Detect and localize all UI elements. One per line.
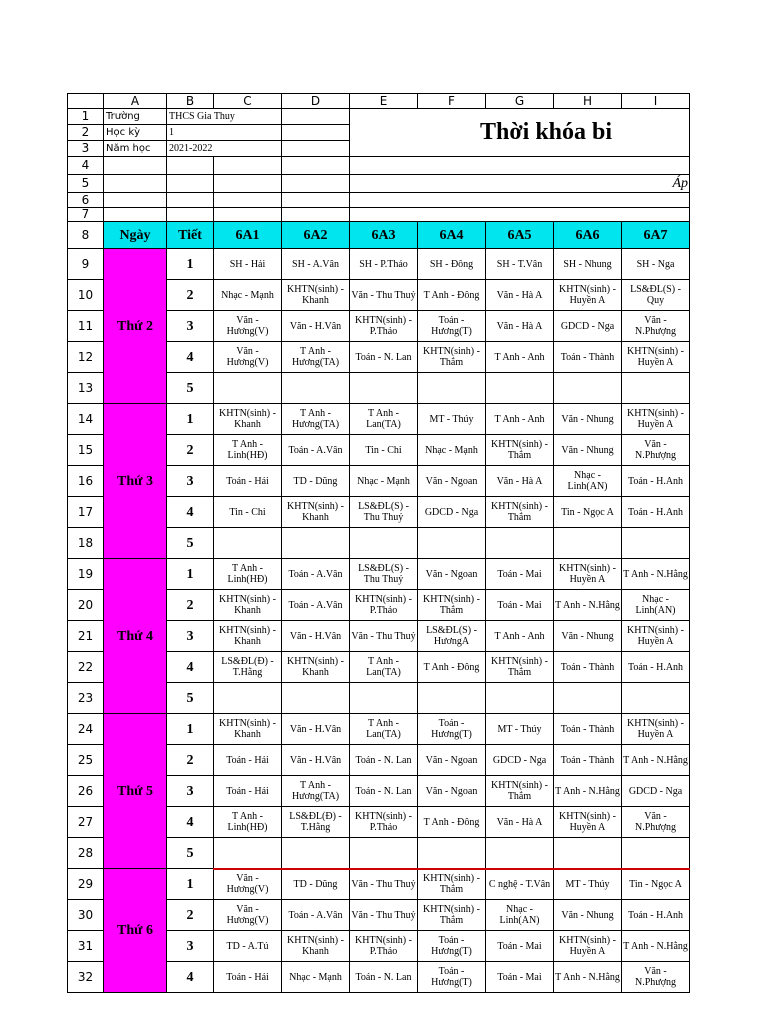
lesson-cell[interactable]: MT - Thúy xyxy=(554,869,622,900)
lesson-cell[interactable] xyxy=(418,683,486,714)
lesson-cell[interactable]: Văn - N.Phượng xyxy=(622,435,690,466)
cell[interactable] xyxy=(282,208,350,222)
lesson-cell[interactable]: KHTN(sinh) - P.Thảo xyxy=(350,807,418,838)
row-number[interactable]: 3 xyxy=(68,141,104,157)
table-header-row xyxy=(68,222,690,249)
lesson-cell[interactable]: Toán - A.Vân xyxy=(282,559,350,590)
lesson-cell[interactable]: Văn - Thu Thuỷ xyxy=(350,280,418,311)
cell[interactable] xyxy=(282,125,350,141)
lesson-cell[interactable]: LS&ĐL(S) - Quy xyxy=(622,280,690,311)
lesson-cell[interactable]: KHTN(sinh) - P.Thảo xyxy=(350,931,418,962)
lesson-cell[interactable]: Toán - Mai xyxy=(486,559,554,590)
row-number[interactable]: 16 xyxy=(68,466,104,497)
lesson-cell[interactable]: Văn - Nhung xyxy=(554,621,622,652)
class-header[interactable]: 6A4 xyxy=(418,222,486,249)
lesson-cell[interactable]: Nhạc - Linh(AN) xyxy=(622,590,690,621)
lesson-cell[interactable]: KHTN(sinh) - Huyền A xyxy=(554,280,622,311)
period-number[interactable]: 5 xyxy=(167,683,214,714)
lesson-cell[interactable]: Văn - Hương(V) xyxy=(214,311,282,342)
lesson-cell[interactable]: MT - Thúy xyxy=(418,404,486,435)
period-number[interactable]: 2 xyxy=(167,590,214,621)
cell[interactable] xyxy=(350,157,690,175)
lesson-cell[interactable]: Văn - N.Phượng xyxy=(622,807,690,838)
lesson-cell[interactable]: Văn - Hà A xyxy=(486,311,554,342)
row-number[interactable]: 24 xyxy=(68,714,104,745)
sheet-row xyxy=(68,175,690,193)
period-number[interactable]: 3 xyxy=(167,776,214,807)
lesson-cell[interactable]: KHTN(sinh) - Huyền A xyxy=(554,931,622,962)
lesson-cell[interactable]: KHTN(sinh) - P.Thảo xyxy=(350,590,418,621)
sheet-row xyxy=(68,193,690,208)
lesson-cell[interactable]: TD - Dũng xyxy=(282,869,350,900)
cell[interactable] xyxy=(350,193,690,208)
lesson-cell[interactable]: Toán - H.Anh xyxy=(622,900,690,931)
lesson-cell[interactable]: Toán - Hương(T) xyxy=(418,931,486,962)
lesson-cell[interactable]: SH - A.Vân xyxy=(282,249,350,280)
lesson-cell[interactable]: Toán - A.Vân xyxy=(282,590,350,621)
lesson-cell[interactable]: C nghệ - T.Vân xyxy=(486,869,554,900)
class-header[interactable]: 6A1 xyxy=(214,222,282,249)
lesson-cell[interactable]: T Anh - Đông xyxy=(418,280,486,311)
lesson-cell[interactable]: KHTN(sinh) - Thắm xyxy=(486,652,554,683)
lesson-cell[interactable]: SH - Nga xyxy=(622,249,690,280)
lesson-cell[interactable]: Toán - N. Lan xyxy=(350,342,418,373)
cell[interactable] xyxy=(214,193,282,208)
row-number[interactable]: 28 xyxy=(68,838,104,869)
lesson-cell[interactable] xyxy=(282,373,350,404)
lesson-cell[interactable]: Văn - Hà A xyxy=(486,807,554,838)
lesson-cell[interactable]: T Anh - Hương(TA) xyxy=(282,404,350,435)
cell[interactable] xyxy=(167,208,214,222)
lesson-cell[interactable]: Văn - Nhung xyxy=(554,435,622,466)
lesson-cell[interactable]: T Anh - N.Hằng xyxy=(554,962,622,993)
lesson-cell[interactable] xyxy=(350,838,418,869)
lesson-cell[interactable]: Nhạc - Mạnh xyxy=(214,280,282,311)
period-number[interactable]: 1 xyxy=(167,714,214,745)
sheet-row xyxy=(68,109,690,125)
lesson-cell[interactable]: KHTN(sinh) - Thắm xyxy=(418,869,486,900)
lesson-cell[interactable]: KHTN(sinh) - Khanh xyxy=(214,621,282,652)
lesson-cell[interactable]: T Anh - Linh(HĐ) xyxy=(214,559,282,590)
lesson-cell[interactable]: Văn - Hương(V) xyxy=(214,869,282,900)
schedule-row xyxy=(68,249,690,280)
cell[interactable] xyxy=(282,141,350,157)
lesson-cell[interactable] xyxy=(622,838,690,869)
timetable-spreadsheet xyxy=(67,93,690,993)
lesson-cell[interactable]: Toán - Hải xyxy=(214,466,282,497)
lesson-cell[interactable]: T Anh - Linh(HĐ) xyxy=(214,807,282,838)
row-number[interactable]: 14 xyxy=(68,404,104,435)
lesson-cell[interactable]: KHTN(sinh) - Thắm xyxy=(418,590,486,621)
lesson-cell[interactable] xyxy=(486,683,554,714)
lesson-cell[interactable]: TD - Dũng xyxy=(282,466,350,497)
row-number[interactable]: 18 xyxy=(68,528,104,559)
lesson-cell[interactable]: Văn - H.Vân xyxy=(282,621,350,652)
period-number[interactable]: 2 xyxy=(167,745,214,776)
lesson-cell[interactable]: KHTN(sinh) - Huyền A xyxy=(622,714,690,745)
lesson-cell[interactable]: SH - Đông xyxy=(418,249,486,280)
lesson-cell[interactable] xyxy=(554,528,622,559)
lesson-cell[interactable] xyxy=(282,838,350,869)
sheet-title[interactable]: Thời khóa bi xyxy=(350,109,690,157)
lesson-cell[interactable]: T Anh - N.Hằng xyxy=(622,931,690,962)
lesson-cell[interactable]: Văn - H.Vân xyxy=(282,714,350,745)
lesson-cell[interactable]: KHTN(sinh) - Khanh xyxy=(282,652,350,683)
lesson-cell[interactable] xyxy=(214,683,282,714)
sheet-row xyxy=(68,208,690,222)
lesson-cell[interactable] xyxy=(622,373,690,404)
lesson-cell[interactable]: Toán - Mai xyxy=(486,962,554,993)
lesson-cell[interactable]: Nhạc - Mạnh xyxy=(350,466,418,497)
school-year-label[interactable]: Năm học xyxy=(104,141,167,157)
column-header[interactable]: A xyxy=(104,94,167,109)
lesson-cell[interactable]: TD - A.Tú xyxy=(214,931,282,962)
semester-label[interactable]: Học kỳ xyxy=(104,125,167,141)
lesson-cell[interactable]: Toán - Mai xyxy=(486,931,554,962)
row-number[interactable]: 17 xyxy=(68,497,104,528)
period-number[interactable]: 5 xyxy=(167,373,214,404)
row-number[interactable]: 7 xyxy=(68,208,104,222)
lesson-cell[interactable]: Toán - Hải xyxy=(214,776,282,807)
lesson-cell[interactable]: SH - Nhung xyxy=(554,249,622,280)
cell[interactable] xyxy=(167,157,214,175)
lesson-cell[interactable]: KHTN(sinh) - Khanh xyxy=(282,931,350,962)
lesson-cell[interactable]: Nhạc - Linh(AN) xyxy=(486,900,554,931)
lesson-cell[interactable]: Văn - Nhung xyxy=(554,900,622,931)
column-header[interactable]: E xyxy=(350,94,418,109)
lesson-cell[interactable]: GDCD - Nga xyxy=(486,745,554,776)
class-header[interactable]: 6A2 xyxy=(282,222,350,249)
schedule-row xyxy=(68,404,690,435)
lesson-cell[interactable]: T Anh - N.Hằng xyxy=(554,590,622,621)
row-number[interactable]: 11 xyxy=(68,311,104,342)
lesson-cell[interactable]: T Anh - Đông xyxy=(418,652,486,683)
lesson-cell[interactable]: Tin - Chi xyxy=(214,497,282,528)
lesson-cell[interactable]: Toán - Hương(T) xyxy=(418,311,486,342)
lesson-cell[interactable]: LS&ĐL(Đ) - T.Hằng xyxy=(214,652,282,683)
day-header[interactable]: Ngày xyxy=(104,222,167,249)
cell[interactable] xyxy=(350,208,690,222)
cell[interactable] xyxy=(104,175,167,193)
period-number[interactable]: 2 xyxy=(167,435,214,466)
lesson-cell[interactable]: KHTN(sinh) - Huyền A xyxy=(622,621,690,652)
lesson-cell[interactable]: Toán - H.Anh xyxy=(622,466,690,497)
lesson-cell[interactable]: Tin - Ngọc A xyxy=(622,869,690,900)
sheet-row xyxy=(68,157,690,175)
school-label[interactable]: Trường xyxy=(104,109,167,125)
class-header[interactable]: 6A6 xyxy=(554,222,622,249)
lesson-cell[interactable]: KHTN(sinh) - Thắm xyxy=(486,776,554,807)
cell[interactable] xyxy=(214,157,282,175)
period-number[interactable]: 1 xyxy=(167,559,214,590)
cell[interactable] xyxy=(104,157,167,175)
lesson-cell[interactable]: SH - Hải xyxy=(214,249,282,280)
class-header[interactable]: 6A7 xyxy=(622,222,690,249)
row-number[interactable]: 20 xyxy=(68,590,104,621)
lesson-cell[interactable]: T Anh - Lan(TA) xyxy=(350,714,418,745)
schedule-row xyxy=(68,714,690,745)
lesson-cell[interactable]: T Anh - Lan(TA) xyxy=(350,652,418,683)
lesson-cell[interactable]: LS&ĐL(S) - Thu Thuỷ xyxy=(350,559,418,590)
column-header[interactable]: F xyxy=(418,94,486,109)
class-header[interactable]: 6A3 xyxy=(350,222,418,249)
lesson-cell[interactable]: Toán - N. Lan xyxy=(350,776,418,807)
row-number[interactable]: 2 xyxy=(68,125,104,141)
lesson-cell[interactable]: KHTN(sinh) - Huyền A xyxy=(622,342,690,373)
lesson-cell[interactable]: LS&ĐL(S) - Thu Thuỷ xyxy=(350,497,418,528)
lesson-cell[interactable]: KHTN(sinh) - Thắm xyxy=(486,497,554,528)
lesson-cell[interactable]: Toán - Hải xyxy=(214,962,282,993)
lesson-cell[interactable]: Nhạc - Mạnh xyxy=(418,435,486,466)
lesson-cell[interactable]: LS&ĐL(Đ) - T.Hằng xyxy=(282,807,350,838)
day-cell[interactable]: Thứ 5 xyxy=(104,714,167,869)
lesson-cell[interactable] xyxy=(214,838,282,869)
row-number[interactable]: 31 xyxy=(68,931,104,962)
period-number[interactable]: 4 xyxy=(167,807,214,838)
lesson-cell[interactable]: Tin - Ngọc A xyxy=(554,497,622,528)
row-number[interactable]: 8 xyxy=(68,222,104,249)
period-number[interactable]: 1 xyxy=(167,404,214,435)
column-header[interactable]: D xyxy=(282,94,350,109)
lesson-cell[interactable]: KHTN(sinh) - Khanh xyxy=(282,280,350,311)
corner-cell[interactable] xyxy=(68,94,104,109)
lesson-cell[interactable]: GDCD - Nga xyxy=(622,776,690,807)
lesson-cell[interactable]: Toán - Thành xyxy=(554,714,622,745)
lesson-cell[interactable]: Toán - N. Lan xyxy=(350,962,418,993)
lesson-cell[interactable] xyxy=(486,528,554,559)
row-number[interactable]: 5 xyxy=(68,175,104,193)
day-cell[interactable]: Thứ 4 xyxy=(104,559,167,714)
lesson-cell[interactable] xyxy=(282,683,350,714)
lesson-cell[interactable] xyxy=(622,683,690,714)
row-number[interactable]: 25 xyxy=(68,745,104,776)
lesson-cell[interactable]: Văn - Thu Thuỷ xyxy=(350,869,418,900)
lesson-cell[interactable]: GDCD - Nga xyxy=(554,311,622,342)
lesson-cell[interactable]: Toán - Thành xyxy=(554,652,622,683)
lesson-cell[interactable]: MT - Thúy xyxy=(486,714,554,745)
cell[interactable] xyxy=(282,109,350,125)
period-number[interactable]: 3 xyxy=(167,931,214,962)
lesson-cell[interactable]: T Anh - N.Hằng xyxy=(622,559,690,590)
lesson-cell[interactable]: Văn - H.Vân xyxy=(282,745,350,776)
lesson-cell[interactable]: Văn - Ngoan xyxy=(418,559,486,590)
lesson-cell[interactable] xyxy=(350,683,418,714)
lesson-cell[interactable]: T Anh - Linh(HĐ) xyxy=(214,435,282,466)
school-year-value[interactable]: 2021-2022 xyxy=(167,141,282,157)
period-number[interactable]: 3 xyxy=(167,621,214,652)
lesson-cell[interactable]: Toán - H.Anh xyxy=(622,497,690,528)
lesson-cell[interactable]: T Anh - Anh xyxy=(486,404,554,435)
cell[interactable] xyxy=(167,175,214,193)
lesson-cell[interactable]: Văn - Ngoan xyxy=(418,776,486,807)
row-number[interactable]: 30 xyxy=(68,900,104,931)
lesson-cell[interactable]: Toán - N. Lan xyxy=(350,745,418,776)
cell[interactable] xyxy=(214,175,282,193)
lesson-cell[interactable]: KHTN(sinh) - Khanh xyxy=(214,714,282,745)
lesson-cell[interactable] xyxy=(554,683,622,714)
row-number[interactable]: 13 xyxy=(68,373,104,404)
lesson-cell[interactable]: T Anh - N.Hằng xyxy=(622,745,690,776)
row-number[interactable]: 21 xyxy=(68,621,104,652)
lesson-cell[interactable] xyxy=(554,838,622,869)
cell[interactable] xyxy=(104,193,167,208)
lesson-cell[interactable]: T Anh - Đông xyxy=(418,807,486,838)
lesson-cell[interactable]: Văn - Hương(V) xyxy=(214,900,282,931)
lesson-cell[interactable]: LS&ĐL(S) - HươngA xyxy=(418,621,486,652)
lesson-cell[interactable] xyxy=(418,528,486,559)
lesson-cell[interactable] xyxy=(622,528,690,559)
row-number[interactable]: 29 xyxy=(68,869,104,900)
row-number[interactable]: 12 xyxy=(68,342,104,373)
column-header-row xyxy=(68,94,690,109)
period-number[interactable]: 2 xyxy=(167,280,214,311)
row-number[interactable]: 4 xyxy=(68,157,104,175)
column-header[interactable]: B xyxy=(167,94,214,109)
class-header[interactable]: 6A5 xyxy=(486,222,554,249)
period-header[interactable]: Tiết xyxy=(167,222,214,249)
cell[interactable] xyxy=(104,208,167,222)
lesson-cell[interactable]: T Anh - Hương(TA) xyxy=(282,342,350,373)
lesson-cell[interactable]: T Anh - N.Hằng xyxy=(554,776,622,807)
period-number[interactable]: 5 xyxy=(167,838,214,869)
lesson-cell[interactable] xyxy=(282,528,350,559)
lesson-cell[interactable] xyxy=(214,373,282,404)
day-cell[interactable]: Thứ 3 xyxy=(104,404,167,559)
cell[interactable] xyxy=(214,208,282,222)
lesson-cell[interactable]: KHTN(sinh) - Huyền A xyxy=(622,404,690,435)
period-number[interactable]: 5 xyxy=(167,528,214,559)
lesson-cell[interactable]: Văn - Ngoan xyxy=(418,466,486,497)
lesson-cell[interactable]: T Anh - Lan(TA) xyxy=(350,404,418,435)
lesson-cell[interactable]: KHTN(sinh) - Huyền A xyxy=(554,807,622,838)
semester-value[interactable]: 1 xyxy=(167,125,282,141)
lesson-cell[interactable] xyxy=(418,838,486,869)
period-number[interactable]: 4 xyxy=(167,652,214,683)
row-number[interactable]: 10 xyxy=(68,280,104,311)
school-value[interactable]: THCS Gia Thuy xyxy=(167,109,282,125)
period-number[interactable]: 4 xyxy=(167,497,214,528)
lesson-cell[interactable] xyxy=(486,838,554,869)
lesson-cell[interactable] xyxy=(418,373,486,404)
lesson-cell[interactable]: Văn - Hương(V) xyxy=(214,342,282,373)
lesson-cell[interactable]: Toán - H.Anh xyxy=(622,652,690,683)
lesson-cell[interactable] xyxy=(350,373,418,404)
lesson-cell[interactable]: KHTN(sinh) - Khanh xyxy=(214,404,282,435)
schedule-row xyxy=(68,869,690,900)
period-number[interactable]: 1 xyxy=(167,249,214,280)
lesson-cell[interactable]: T Anh - Anh xyxy=(486,342,554,373)
row-number[interactable]: 6 xyxy=(68,193,104,208)
lesson-cell[interactable]: Toán - Hương(T) xyxy=(418,962,486,993)
lesson-cell[interactable]: Văn - Ngoan xyxy=(418,745,486,776)
lesson-cell[interactable]: Nhạc - Mạnh xyxy=(282,962,350,993)
row-number[interactable]: 15 xyxy=(68,435,104,466)
lesson-cell[interactable]: KHTN(sinh) - Thắm xyxy=(418,342,486,373)
lesson-cell[interactable]: Văn - Hà A xyxy=(486,280,554,311)
schedule-row xyxy=(68,559,690,590)
row-number[interactable]: 23 xyxy=(68,683,104,714)
day-cell[interactable]: Thứ 6 xyxy=(104,869,167,993)
row-number[interactable]: 1 xyxy=(68,109,104,125)
lesson-cell[interactable]: Văn - N.Phượng xyxy=(622,311,690,342)
lesson-cell[interactable]: SH - P.Thảo xyxy=(350,249,418,280)
lesson-cell[interactable] xyxy=(554,373,622,404)
cell[interactable] xyxy=(167,193,214,208)
period-number[interactable]: 3 xyxy=(167,311,214,342)
lesson-cell[interactable]: Toán - A.Vân xyxy=(282,435,350,466)
cell[interactable] xyxy=(282,193,350,208)
day-cell[interactable]: Thứ 2 xyxy=(104,249,167,404)
cell[interactable] xyxy=(282,157,350,175)
cell[interactable] xyxy=(282,175,350,193)
lesson-cell[interactable]: KHTN(sinh) - Khanh xyxy=(214,590,282,621)
lesson-cell[interactable]: SH - T.Vân xyxy=(486,249,554,280)
lesson-cell[interactable]: Văn - Thu Thuỷ xyxy=(350,621,418,652)
period-number[interactable]: 4 xyxy=(167,342,214,373)
period-number[interactable]: 3 xyxy=(167,466,214,497)
row-number[interactable]: 27 xyxy=(68,807,104,838)
lesson-cell[interactable]: Nhạc - Linh(AN) xyxy=(554,466,622,497)
period-number[interactable]: 4 xyxy=(167,962,214,993)
period-number[interactable]: 1 xyxy=(167,869,214,900)
lesson-cell[interactable]: GDCD - Nga xyxy=(418,497,486,528)
lesson-cell[interactable]: Toán - A.Vân xyxy=(282,900,350,931)
column-header[interactable]: H xyxy=(554,94,622,109)
lesson-cell[interactable]: Văn - Hà A xyxy=(486,466,554,497)
row-number[interactable]: 9 xyxy=(68,249,104,280)
effective-date-text[interactable]: Áp xyxy=(350,175,690,193)
lesson-cell[interactable]: T Anh - Hương(TA) xyxy=(282,776,350,807)
column-header[interactable]: I xyxy=(622,94,690,109)
column-header[interactable]: C xyxy=(214,94,282,109)
column-header[interactable]: G xyxy=(486,94,554,109)
row-number[interactable]: 22 xyxy=(68,652,104,683)
lesson-cell[interactable]: KHTN(sinh) - Thắm xyxy=(418,900,486,931)
row-number[interactable]: 26 xyxy=(68,776,104,807)
lesson-cell[interactable] xyxy=(214,528,282,559)
lesson-cell[interactable]: KHTN(sinh) - Khanh xyxy=(282,497,350,528)
lesson-cell[interactable]: Tin - Chi xyxy=(350,435,418,466)
lesson-cell[interactable]: Văn - Thu Thuỷ xyxy=(350,900,418,931)
lesson-cell[interactable]: Toán - Hương(T) xyxy=(418,714,486,745)
row-number[interactable]: 19 xyxy=(68,559,104,590)
lesson-cell[interactable]: Toán - Mai xyxy=(486,590,554,621)
lesson-cell[interactable]: Toán - Thành xyxy=(554,342,622,373)
row-number[interactable]: 32 xyxy=(68,962,104,993)
lesson-cell[interactable] xyxy=(486,373,554,404)
lesson-cell[interactable]: Toán - Hải xyxy=(214,745,282,776)
lesson-cell[interactable]: KHTN(sinh) - P.Thảo xyxy=(350,311,418,342)
lesson-cell[interactable]: T Anh - Anh xyxy=(486,621,554,652)
lesson-cell[interactable]: KHTN(sinh) - Huyền A xyxy=(554,559,622,590)
lesson-cell[interactable]: KHTN(sinh) - Thắm xyxy=(486,435,554,466)
lesson-cell[interactable]: Toán - Thành xyxy=(554,745,622,776)
lesson-cell[interactable] xyxy=(350,528,418,559)
lesson-cell[interactable]: Văn - H.Vân xyxy=(282,311,350,342)
lesson-cell[interactable]: Văn - N.Phượng xyxy=(622,962,690,993)
period-number[interactable]: 2 xyxy=(167,900,214,931)
lesson-cell[interactable]: Văn - Nhung xyxy=(554,404,622,435)
